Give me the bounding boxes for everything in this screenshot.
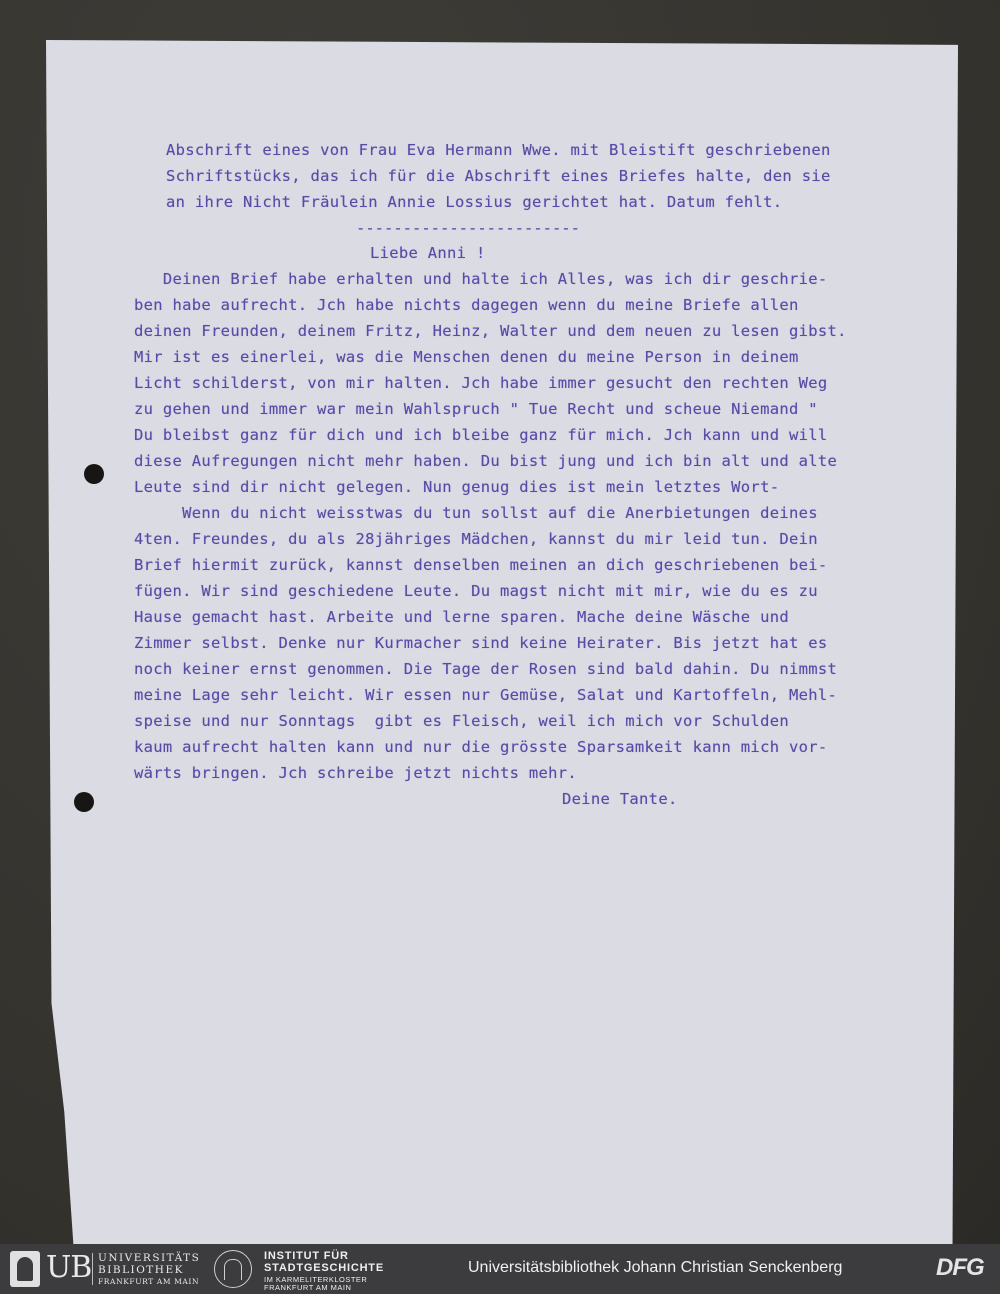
heading-line: an ihre Nicht Fräulein Annie Lossius gerichtet hat. Datum fehlt. bbox=[166, 193, 783, 211]
body-line: Brief hiermit zurück, kannst denselben meinen an dich geschriebenen bei- bbox=[134, 556, 828, 574]
ub-logo-text: UNIVERSITÄTS bbox=[98, 1252, 201, 1264]
ub-logo-text: FRANKFURT AM MAIN bbox=[98, 1277, 200, 1286]
body-line: Du bleibst ganz für dich und ich bleibe ganz für mich. Jch kann und will bbox=[134, 426, 828, 444]
body-line: Zimmer selbst. Denke nur Kurmacher sind keine Heirater. Bis jetzt hat es bbox=[134, 634, 828, 652]
isg-logo-text: INSTITUT FÜR bbox=[264, 1250, 349, 1262]
heading-line: Abschrift eines von Frau Eva Hermann Wwe. mit Bleistift geschriebenen bbox=[166, 141, 831, 159]
dashed-rule: ------------------------ bbox=[356, 219, 580, 237]
isg-emblem-icon[interactable] bbox=[214, 1250, 252, 1288]
body-line: kaum aufrecht halten kann und nur die grösste Sparsamkeit kann mich vor- bbox=[134, 738, 828, 756]
body-line: 4ten. Freundes, du als 28jähriges Mädchen, kannst du mir leid tun. Dein bbox=[134, 530, 818, 548]
body-line: deinen Freunden, deinem Fritz, Heinz, Walter und dem neuen zu lesen gibst. bbox=[134, 322, 847, 340]
body-line: noch keiner ernst genommen. Die Tage der Rosen sind bald dahin. Du nimmst bbox=[134, 660, 838, 678]
isg-logo-text: FRANKFURT AM MAIN bbox=[264, 1283, 352, 1292]
viewer-footer bbox=[0, 1244, 1000, 1294]
body-line: zu gehen und immer war mein Wahlspruch " Tue Recht und scheue Niemand " bbox=[134, 400, 818, 418]
body-line: Wenn du nicht weisstwas du tun sollst auf die Anerbietungen deines bbox=[134, 504, 818, 522]
body-line: Mir ist es einerlei, was die Menschen denen du meine Person in deinem bbox=[134, 348, 799, 366]
ub-logo-abbr[interactable]: UB bbox=[46, 1250, 92, 1285]
body-line: diese Aufregungen nicht mehr haben. Du bist jung und ich bin alt und alte bbox=[134, 452, 838, 470]
body-line: wärts bringen. Jch schreibe jetzt nichts mehr. bbox=[134, 764, 578, 782]
body-line: Licht schilderst, von mir halten. Jch habe immer gesucht den rechten Weg bbox=[134, 374, 828, 392]
ub-emblem-icon bbox=[10, 1251, 40, 1287]
body-line: ben habe aufrecht. Jch habe nichts dagegen wenn du meine Briefe allen bbox=[134, 296, 799, 314]
body-line: fügen. Wir sind geschiedene Leute. Du magst nicht mit mir, wie du es zu bbox=[134, 582, 818, 600]
body-line: speise und nur Sonntags gibt es Fleisch, weil ich mich vor Schulden bbox=[134, 712, 789, 730]
body-line: meine Lage sehr leicht. Wir essen nur Gemüse, Salat und Kartoffeln, Mehl- bbox=[134, 686, 838, 704]
library-name-link[interactable]: Universitätsbibliothek Johann Christian Senckenberg bbox=[468, 1259, 843, 1276]
closing-signature: Deine Tante. bbox=[562, 790, 678, 808]
body-line: Leute sind dir nicht gelegen. Nun genug dies ist mein letztes Wort- bbox=[134, 478, 780, 496]
body-line: Hause gemacht hast. Arbeite und lerne sparen. Mache deine Wäsche und bbox=[134, 608, 789, 626]
ub-logo-text: BIBLIOTHEK bbox=[98, 1264, 184, 1276]
heading-line: Schriftstücks, das ich für die Abschrift eines Briefes halte, den sie bbox=[166, 167, 831, 185]
salutation: Liebe Anni ! bbox=[370, 244, 486, 262]
dfg-logo[interactable]: DFG bbox=[936, 1254, 984, 1281]
body-line: Deinen Brief habe erhalten und halte ich Alles, was ich dir geschrie- bbox=[134, 270, 828, 288]
ub-logo-divider bbox=[92, 1253, 93, 1285]
isg-logo-text: IM KARMELITERKLOSTER bbox=[264, 1275, 368, 1284]
punch-hole bbox=[74, 792, 94, 812]
isg-logo-text: STADTGESCHICHTE bbox=[264, 1262, 384, 1274]
punch-hole bbox=[84, 464, 104, 484]
